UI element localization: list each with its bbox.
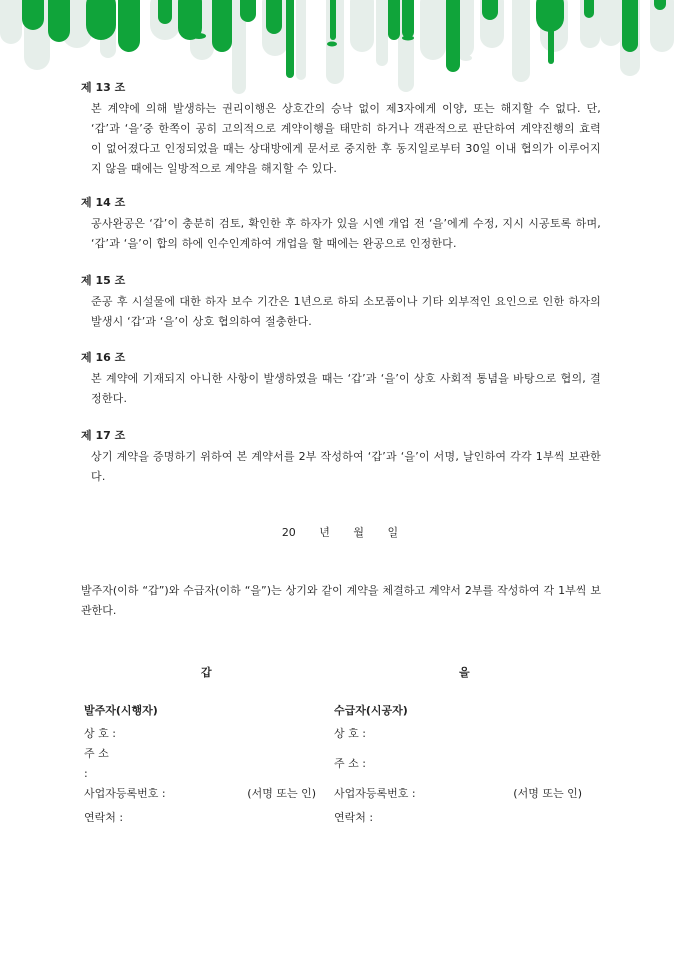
party-b-reg-no: 사업자등록번호 : [334,787,416,800]
light-drip [420,0,446,60]
light-drip [376,0,388,66]
green-drip [388,0,400,40]
party-b-company: 상 호 : [334,727,366,740]
light-drip [350,0,374,52]
article-13 [81,80,601,179]
party-a-company: 상 호 : [84,727,116,740]
article-title: 제 13 조 [81,81,126,94]
party-a-address: 주 소 [84,747,109,760]
party-b-contact: 연락처 : [334,811,374,824]
green-drip [286,0,294,78]
party-a-info [84,702,316,828]
green-drip [240,0,256,22]
light-drip [0,0,22,44]
party-b-reg-row [334,784,582,804]
article-body: 상기 계약을 증명하기 위하여 본 계약서를 2부 작성하여 ‘갑’과 ‘을’이 서명, 날인하여 각각 1부씩 보관한다. [91,450,601,483]
article-16 [81,350,601,409]
green-drip [86,0,116,40]
paint-drop [402,36,414,41]
green-drip [118,0,140,52]
party-a-contact: 연락처 : [84,811,124,824]
green-drip [22,0,44,30]
party-b-label: 을 [459,666,470,679]
closing-statement: 발주자(이하 “갑”)와 수급자(이하 “을”)는 상기와 같이 계약을 체결하고 계약서 2부를 작성하여 각 1부씩 보관한다. [81,584,601,617]
article-title: 제 14 조 [81,196,126,209]
party-a-reg-row [84,784,316,804]
green-drip [548,0,554,64]
light-drip [296,0,306,80]
green-drip [158,0,172,24]
article-body: 공사완공은 ‘갑’이 충분히 검토, 확인한 후 하자가 있을 시엔 개업 전 ‘을’에게 수정, 지시 시공토록 하며, ‘갑’과 ‘을’이 합의 하에 인수인계하여 개업을 할 때에는 완공으로 인정한다. [91,217,601,250]
article-15 [81,273,601,332]
paint-drop [327,42,337,47]
article-title: 제 15 조 [81,274,126,287]
article-title: 제 16 조 [81,351,126,364]
green-drip [622,0,638,52]
party-a-label: 갑 [201,666,212,679]
article-body: 본 계약에 기재되지 아니한 사항이 발생하였을 때는 ‘갑’과 ‘을’이 상호 사회적 통념을 바탕으로 협의, 결정한다. [91,372,601,405]
party-b-info [334,702,582,828]
article-title: 제 17 조 [81,429,126,442]
contract-date: 20 년 월 일 [281,526,399,539]
green-drip [212,0,232,52]
party-b-subtitle: 수급자(시공자) [334,704,408,717]
article-body: 준공 후 시설물에 대한 하자 보수 기간은 1년으로 하되 소모품이나 기타 외부적인 요인으로 인한 하자의 발생시 ‘갑’과 ‘을’이 상호 협의하여 절충한다. [91,295,601,328]
green-drip [330,0,336,40]
party-a-address-colon: : [84,767,88,780]
green-drip [584,0,594,18]
green-drip [446,0,460,72]
party-a-reg-no: 사업자등록번호 : [84,787,166,800]
light-drip [512,0,530,82]
article-17 [81,428,601,487]
paint-drop [460,55,472,61]
party-b-address: 주 소 : [334,757,366,770]
green-drip [402,0,414,38]
party-a-sign: (서명 또는 인) [247,787,316,800]
party-b-sign: (서명 또는 인) [513,787,582,800]
party-a-subtitle: 발주자(시행자) [84,704,158,717]
paint-drop [192,33,206,39]
green-drip [482,0,498,20]
green-drip [48,0,70,42]
article-body: 본 계약에 의해 발생하는 권리이행은 상호간의 승낙 없이 제3자에게 이양, 또는 해지할 수 없다. 단, ‘갑’과 ‘을’중 한쪽이 공히 고의적으로 계약이행을 태만히 하거나 객관적으로 판단하여 계약진행의 효력이 없어졌다고 인정되었을 때는 상대방에게 문서로 중지한 후 동지일로부터 30일 이내 협의가 이루어지지 않을 때에는 일방적으로 계약을 해지할 수 있다. [91,102,601,175]
article-14 [81,195,601,254]
green-drip [266,0,282,34]
light-drip [600,0,622,46]
